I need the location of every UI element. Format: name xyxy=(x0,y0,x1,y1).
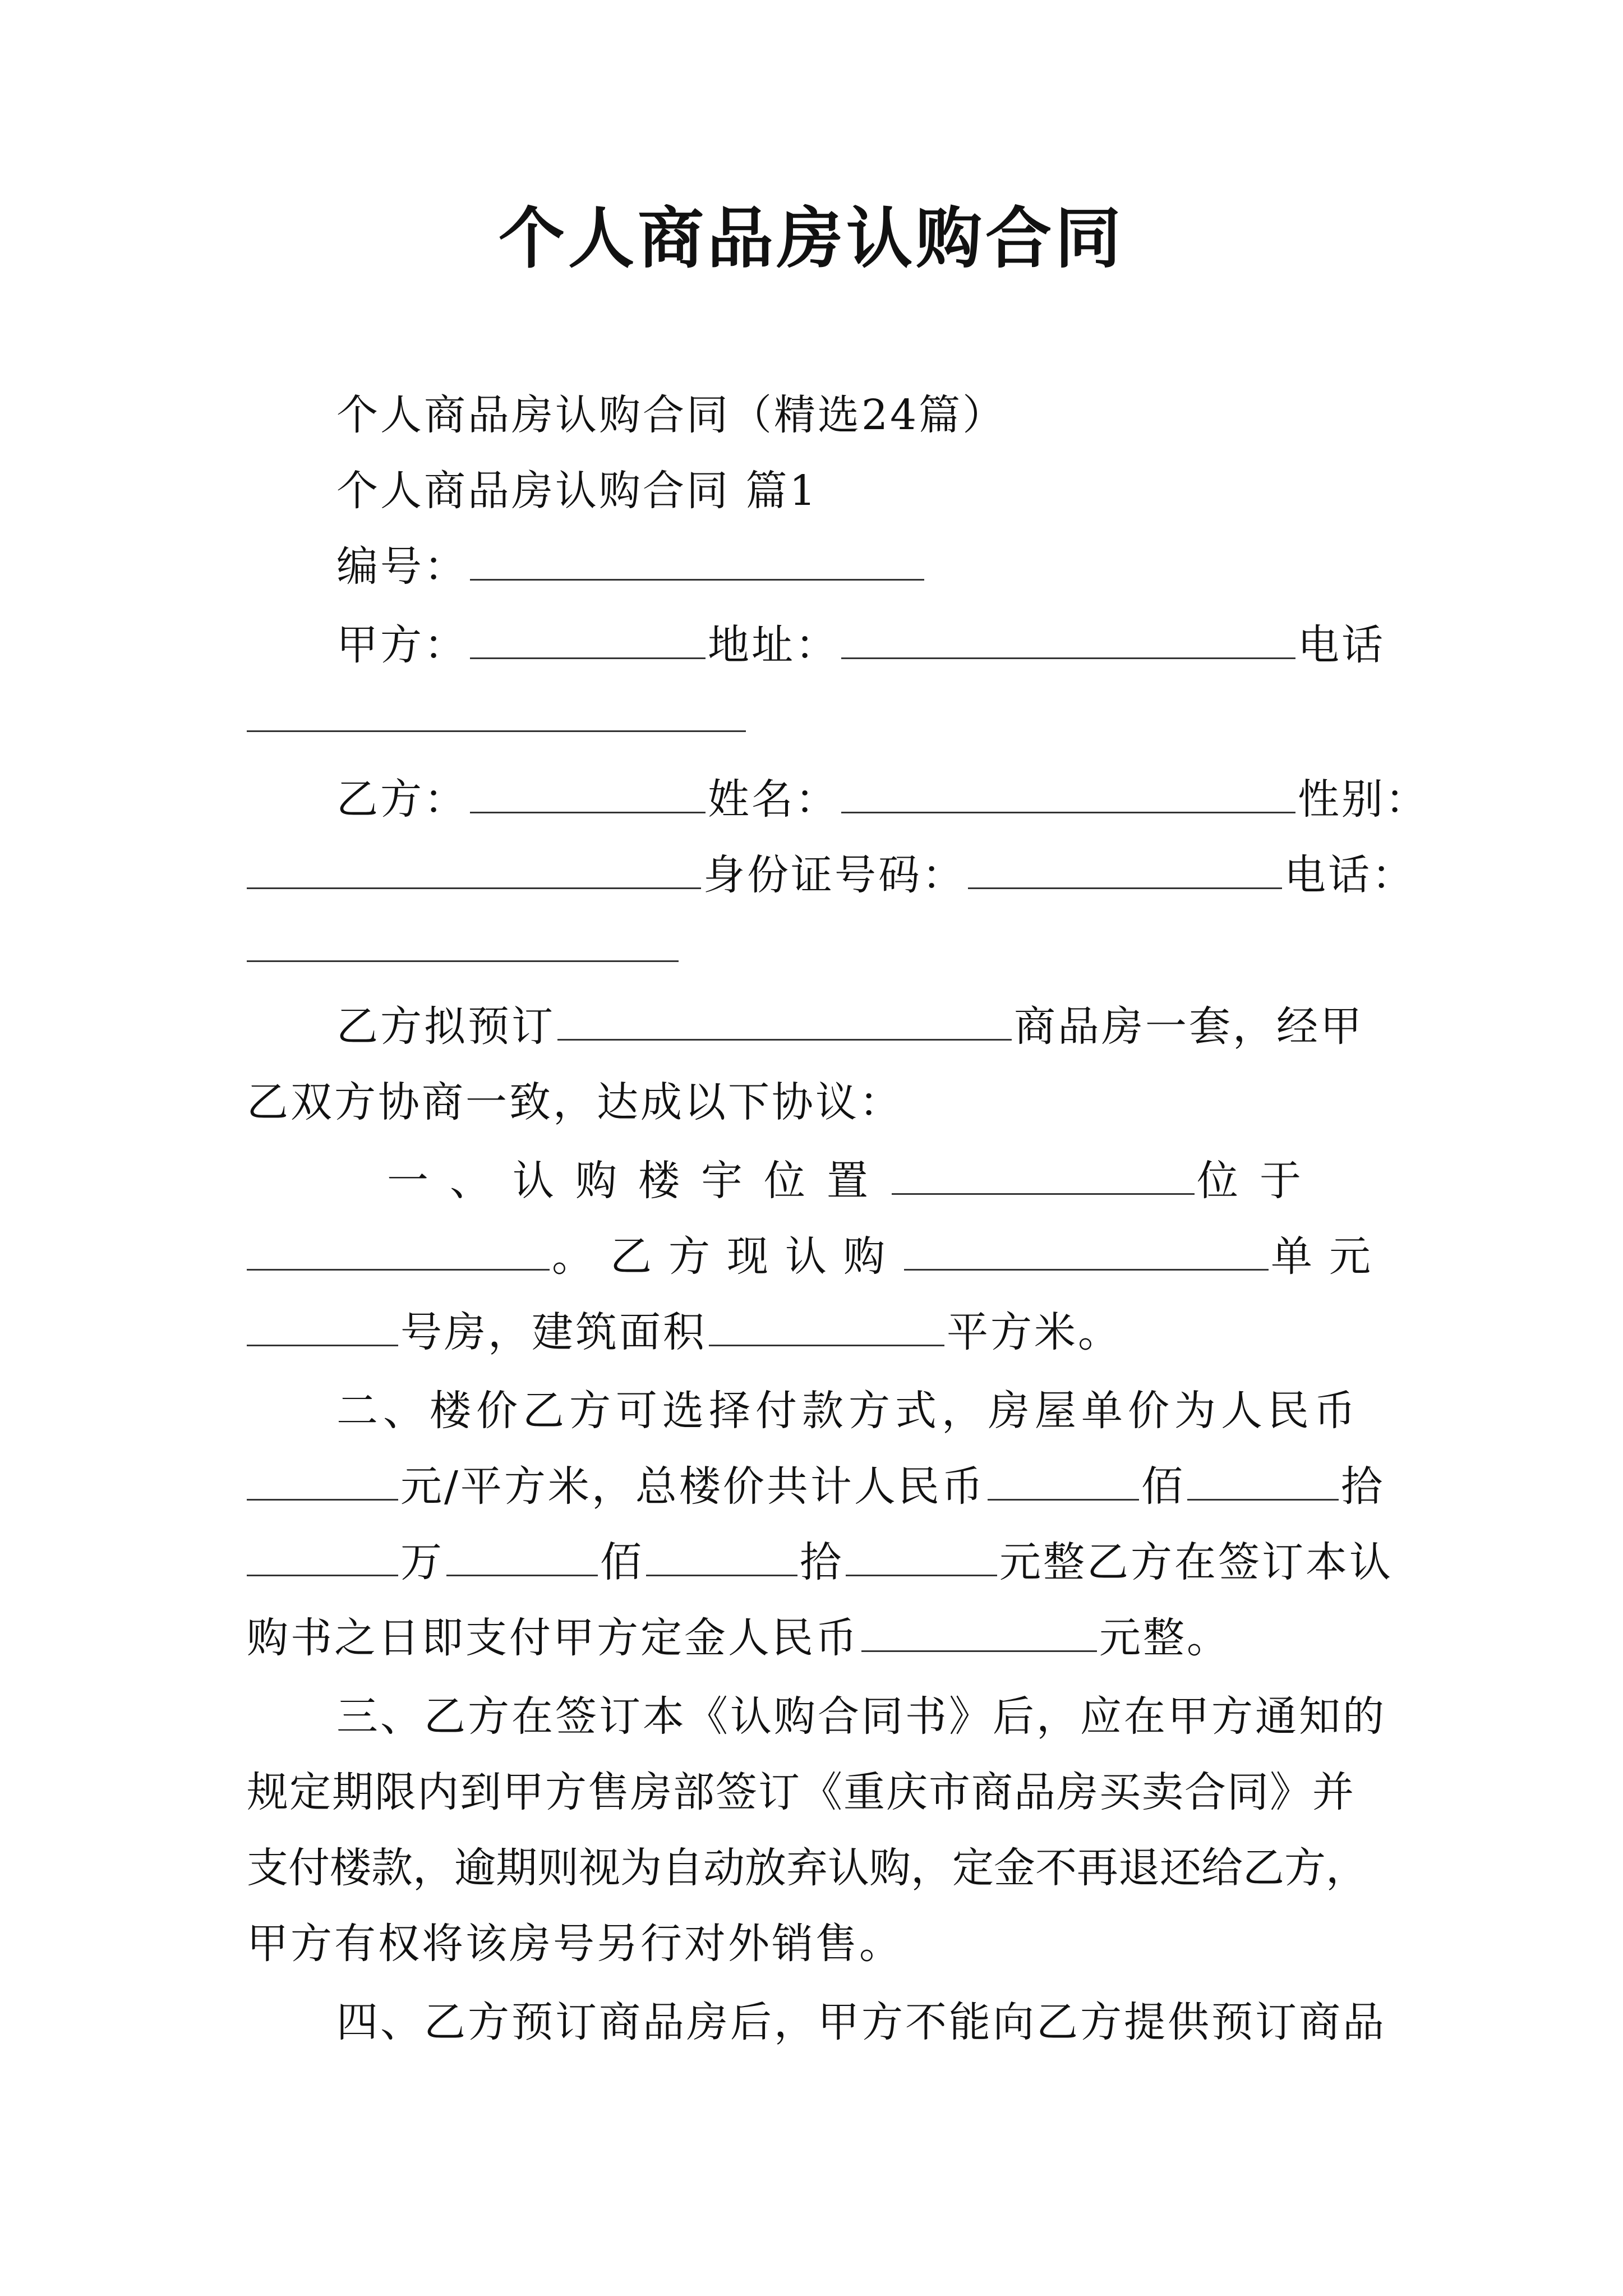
section4-line-1: 四、乙方预订商品房后，甲方不能向乙方提供预订商品 xyxy=(336,1998,1386,2046)
section2-text-1: 元/平方米，总楼价共计人民币 xyxy=(400,1462,985,1511)
intro-line-1 xyxy=(336,999,1364,1055)
party-a-phone-label: 电话 xyxy=(1298,621,1385,669)
section1-line-2 xyxy=(247,1228,1387,1285)
section2-blank-1[interactable] xyxy=(247,1460,398,1501)
section3-line-1: 三、乙方在签订本《认购合同书》后，应在甲方通知的 xyxy=(336,1692,1386,1741)
bianhao-label: 编号： xyxy=(336,542,468,591)
part-heading: 个人商品房认购合同 篇1 xyxy=(336,467,818,515)
party-b-label: 乙方： xyxy=(336,775,468,823)
section1-blank-1[interactable] xyxy=(892,1154,1195,1195)
section1-line-3 xyxy=(247,1304,1122,1360)
party-b-phone-blank[interactable] xyxy=(247,921,679,962)
gender-blank[interactable] xyxy=(247,848,701,889)
section2-blank-3[interactable] xyxy=(1187,1460,1339,1501)
document-title: 个人商品房认购合同 xyxy=(498,199,1124,277)
gender-label: 性别： xyxy=(1298,775,1429,823)
section2-blank-7[interactable] xyxy=(846,1535,997,1576)
party-a-blank[interactable] xyxy=(470,618,706,659)
section1-text-2: 位于 xyxy=(1197,1157,1322,1205)
intro-text-2: 商品房一套，经甲 xyxy=(1014,1002,1364,1051)
subtitle: 个人商品房认购合同（精选24篇） xyxy=(336,391,1007,439)
party-b-phone-row xyxy=(247,920,681,976)
address-blank[interactable] xyxy=(841,618,1295,659)
party-b-blank[interactable] xyxy=(470,772,706,813)
section1-text-3: 。乙方现认购 xyxy=(552,1232,902,1281)
party-b-row xyxy=(336,771,1429,827)
section2-text-yuan-zheng: 元整乙方在签订本认 xyxy=(999,1538,1393,1586)
party-a-phone-row xyxy=(247,690,748,746)
section1-text-4: 单元 xyxy=(1271,1232,1387,1281)
section2-blank-6[interactable] xyxy=(646,1535,797,1576)
section1-text-5: 号房，建筑面积 xyxy=(400,1308,707,1356)
bianhao-row xyxy=(336,539,926,595)
section2-blank-2[interactable] xyxy=(988,1460,1139,1501)
name-blank[interactable] xyxy=(841,772,1295,813)
section2-text-bai2: 佰 xyxy=(600,1538,644,1586)
section2-text-shi: 拾 xyxy=(1340,1462,1385,1511)
section2-line-1: 二、楼价乙方可选择付款方式，房屋单价为人民币 xyxy=(336,1387,1361,1435)
address-label: 地址： xyxy=(708,621,839,669)
section1-line-1 xyxy=(387,1153,1322,1209)
section2-text-3: 元整。 xyxy=(1099,1614,1230,1662)
section3-line-3: 支付楼款，逾期则视为自动放弃认购，定金不再退还给乙方， xyxy=(247,1844,1367,1892)
section1-blank-4[interactable] xyxy=(247,1305,398,1346)
section2-line-4 xyxy=(247,1610,1230,1666)
party-a-phone-blank[interactable] xyxy=(247,691,746,732)
section2-text-bai: 佰 xyxy=(1141,1462,1185,1511)
id-blank[interactable] xyxy=(968,848,1282,889)
section2-line-3 xyxy=(247,1534,1393,1590)
section3-line-4: 甲方有权将该房号另行对外销售。 xyxy=(247,1920,903,1968)
section2-line-2 xyxy=(247,1458,1385,1515)
section1-text-1: 一、认购楼宇位置 xyxy=(387,1157,889,1205)
intro-line-2: 乙双方协商一致，达成以下协议： xyxy=(247,1078,903,1126)
intro-blank[interactable] xyxy=(557,1000,1012,1041)
party-b-id-row xyxy=(247,847,1415,903)
section2-blank-4[interactable] xyxy=(247,1535,398,1576)
section2-blank-8[interactable] xyxy=(861,1611,1097,1652)
section2-text-wan: 万 xyxy=(400,1538,444,1586)
id-label: 身份证号码： xyxy=(703,851,966,899)
section1-blank-5[interactable] xyxy=(709,1305,944,1346)
intro-text-1: 乙方拟预订 xyxy=(336,1002,555,1051)
section2-blank-5[interactable] xyxy=(446,1535,598,1576)
bianhao-blank[interactable] xyxy=(470,540,924,581)
party-b-phone-label: 电话： xyxy=(1284,851,1415,899)
section2-text-shi2: 拾 xyxy=(800,1538,843,1586)
section1-text-6: 平方米。 xyxy=(947,1308,1122,1356)
section2-text-2: 购书之日即支付甲方定金人民币 xyxy=(247,1614,859,1662)
name-label: 姓名： xyxy=(708,775,839,823)
section1-blank-2[interactable] xyxy=(247,1230,550,1271)
section3-line-2: 规定期限内到甲方售房部签订《重庆市商品房买卖合同》并 xyxy=(247,1768,1355,1816)
party-a-label: 甲方： xyxy=(336,621,468,669)
party-a-row xyxy=(336,617,1385,673)
section1-blank-3[interactable] xyxy=(904,1230,1269,1271)
